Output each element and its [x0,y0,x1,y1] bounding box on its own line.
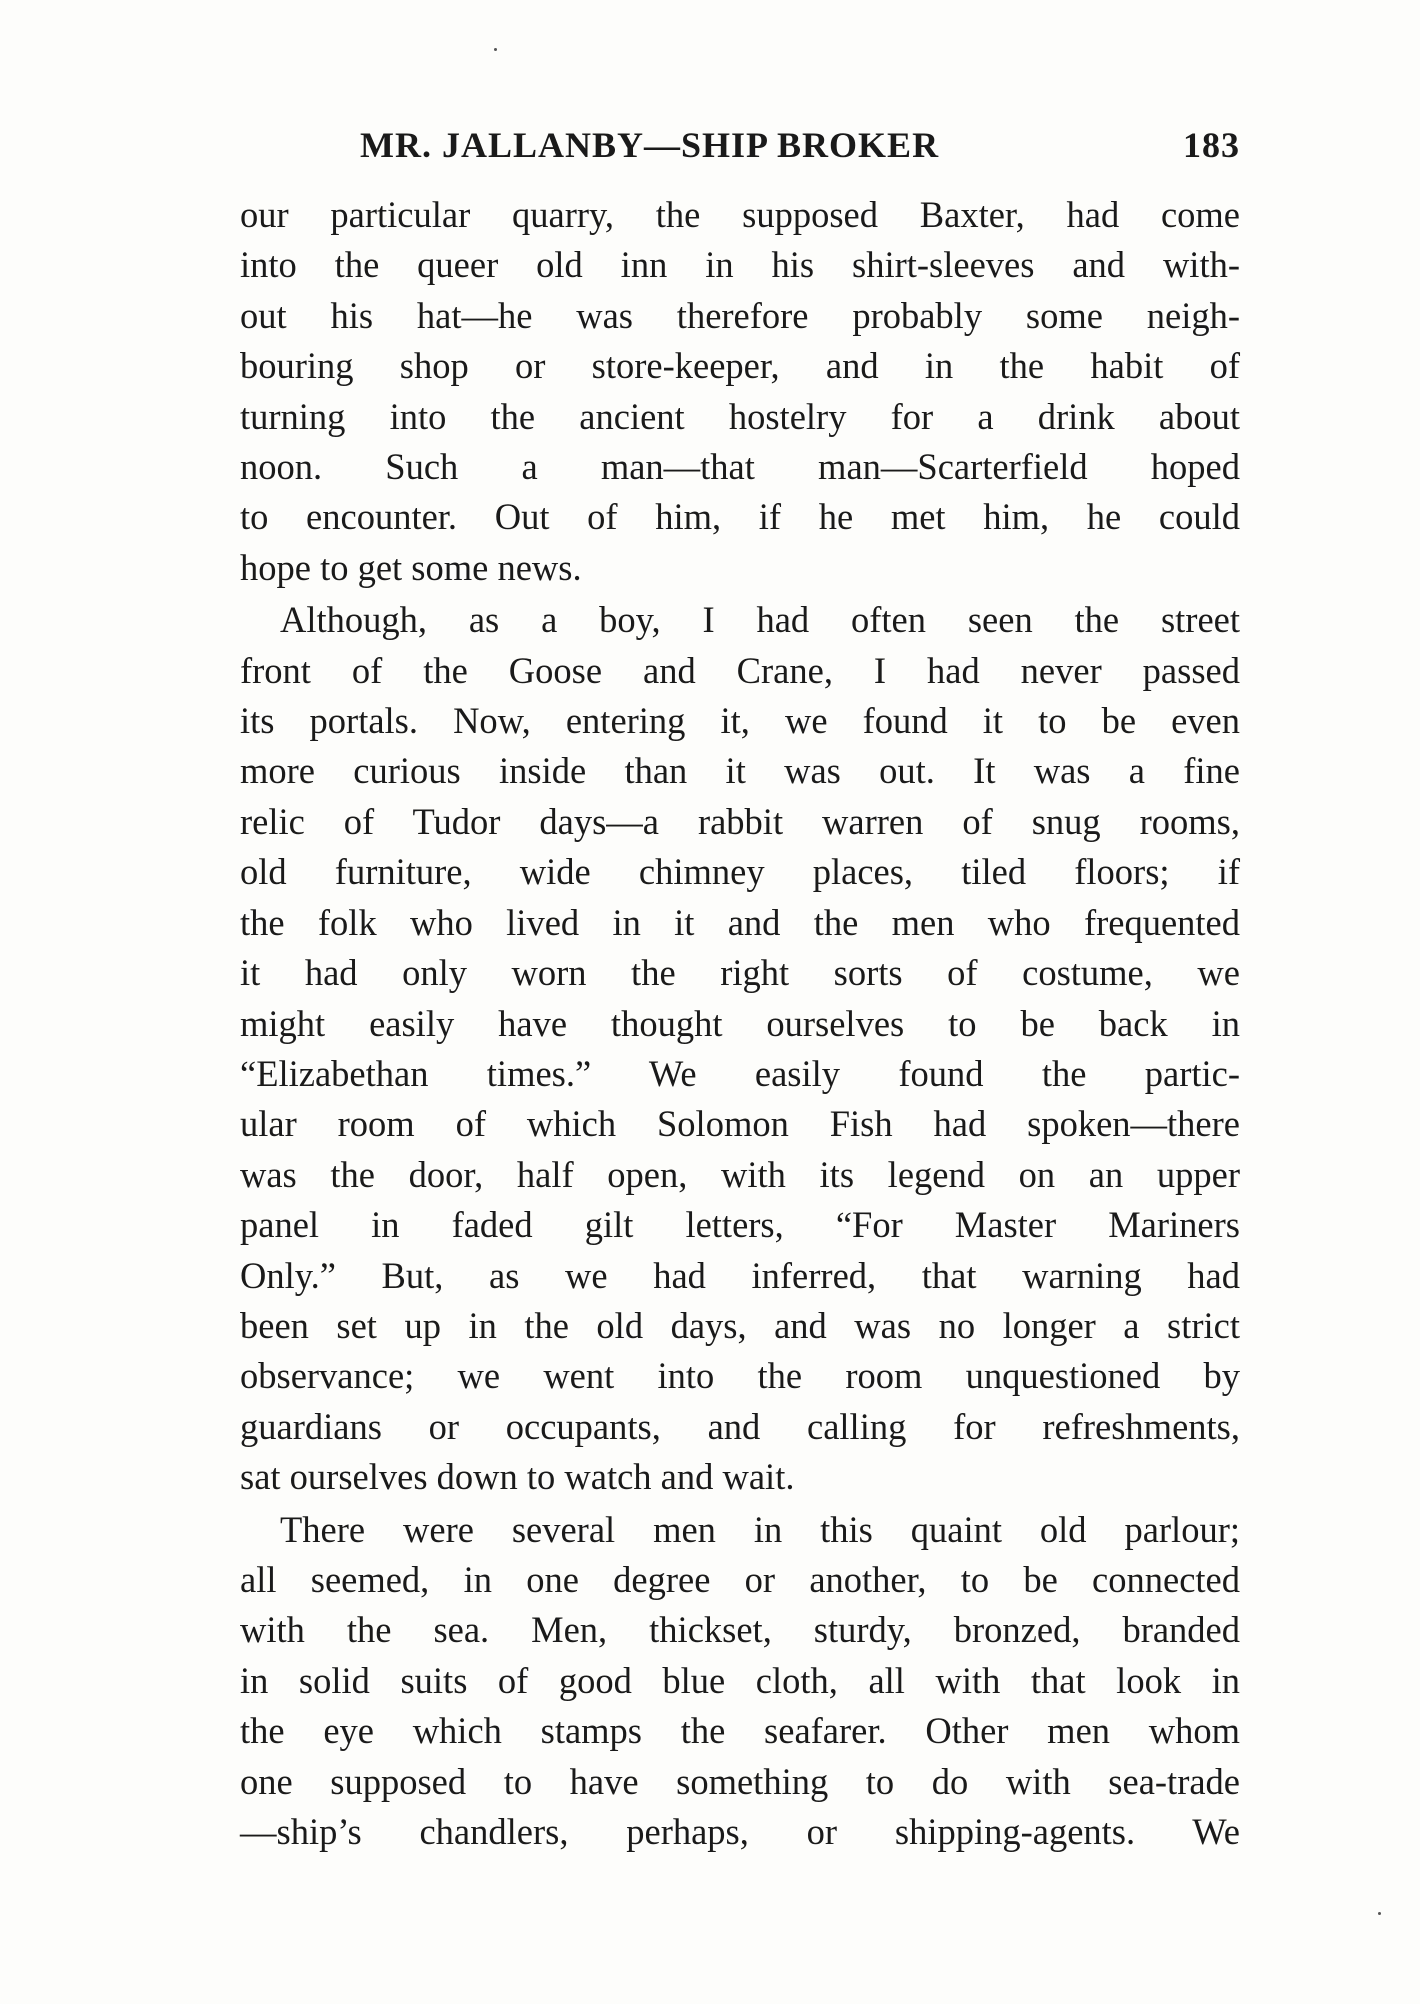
text-line: observance; we went into the room unquestioned by [240,1355,1240,1397]
text-line: ular room of which Solomon Fish had spoken—there [240,1103,1240,1145]
paper-speck [1378,1912,1381,1915]
text-line: the eye which stamps the seafarer. Other men whom [240,1710,1240,1752]
text-line: noon. Such a man—that man—Scarterfield hoped [240,446,1240,488]
text-line: old furniture, wide chimney places, tiled floors; if [240,851,1240,893]
text-line: to encounter. Out of him, if he met him, he could [240,496,1240,538]
text-line: “Elizabethan times.” We easily found the partic- [240,1052,1240,1094]
text-line: There were several men in this quaint old parlour; [280,1508,1240,1550]
text-line: all seemed, in one degree or another, to be connected [240,1558,1240,1600]
text-line: out his hat—he was therefore probably some neigh- [240,294,1240,336]
text-line: its portals. Now, entering it, we found it to be even [240,700,1240,742]
text-line: one supposed to have something to do with sea-trade [240,1760,1240,1802]
text-line: with the sea. Men, thickset, sturdy, bronzed, branded [240,1609,1240,1651]
text-line: might easily have thought ourselves to be back in [240,1002,1240,1044]
text-line: Although, as a boy, I had often seen the street [280,599,1240,641]
paper-speck [494,48,497,51]
text-line: in solid suits of good blue cloth, all with that look in [240,1659,1240,1701]
paragraph-2 [240,595,1240,1502]
text-line: —ship’s chandlers, perhaps, or shipping-agents. We [240,1811,1240,1852]
body-text [240,190,1240,1857]
text-line: it had only worn the right sorts of costume, we [240,952,1240,994]
text-line: turning into the ancient hostelry for a drink about [240,395,1240,437]
text-line: front of the Goose and Crane, I had never passed [240,649,1240,691]
paragraph-3 [240,1505,1240,1858]
paragraph-1 [240,190,1240,593]
text-line: panel in faded gilt letters, “For Master Mariners [240,1204,1240,1246]
text-line: bouring shop or store-keeper, and in the habit of [240,345,1240,387]
text-line: more curious inside than it was out. It was a fine [240,750,1240,792]
running-title: MR. JALLANBY—SHIP BROKER [360,125,940,165]
text-line: the folk who lived in it and the men who frequented [240,901,1240,943]
text-line: relic of Tudor days—a rabbit warren of snug rooms, [240,800,1240,842]
text-line: was the door, half open, with its legend on an upper [240,1153,1240,1195]
text-line: our particular quarry, the supposed Baxter, had come [240,194,1240,235]
text-line: hope to get some news. [240,546,582,588]
text-line: Only.” But, as we had inferred, that warning had [240,1254,1240,1296]
text-line: been set up in the old days, and was no longer a strict [240,1304,1240,1346]
text-line: into the queer old inn in his shirt-sleeves and with- [240,244,1240,286]
page-number: 183 [1183,125,1240,165]
text-line: sat ourselves down to watch and wait. [240,1456,795,1498]
running-head [360,124,1240,180]
text-line: guardians or occupants, and calling for refreshments, [240,1405,1240,1447]
